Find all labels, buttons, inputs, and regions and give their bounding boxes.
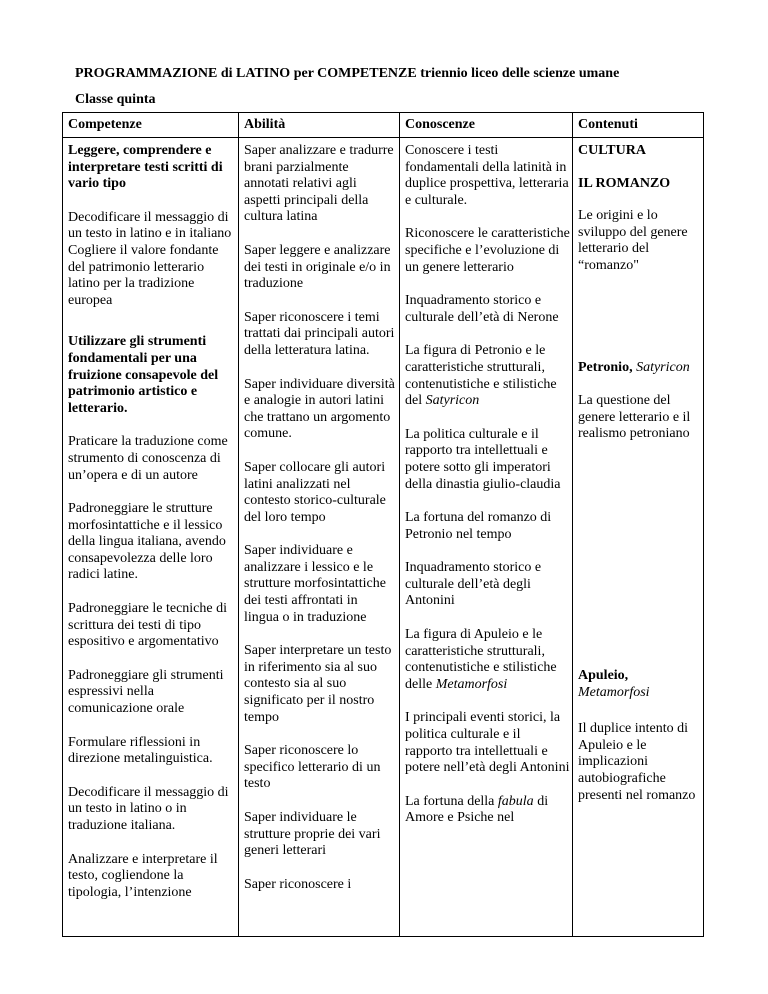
work-title: fabula bbox=[497, 793, 534, 809]
section-heading: IL ROMANZO bbox=[578, 175, 671, 191]
contenuto-author bbox=[578, 360, 702, 377]
conoscenza-item: I principali eventi storici, la politica culturale e il rapporto tra intellettuali e potere nell’età degli Antonini bbox=[405, 710, 570, 776]
author-name: Petronio, bbox=[578, 359, 633, 375]
conoscenza-item bbox=[405, 343, 571, 409]
column-divider bbox=[572, 113, 573, 936]
column-abilita bbox=[244, 143, 396, 893]
conoscenza-item bbox=[405, 627, 571, 693]
column-competenze bbox=[68, 143, 234, 901]
conoscenza-text: La fortuna della bbox=[405, 793, 495, 809]
competenza-item: Padroneggiare le tecniche di scrittura dei testi di tipo espositivo e argomentativo bbox=[68, 601, 227, 650]
conoscenza-item bbox=[405, 794, 571, 827]
contenuto-item: Le origini e lo sviluppo del genere letterario del “romanzo" bbox=[578, 208, 688, 273]
column-conoscenze bbox=[405, 143, 571, 827]
abilita-item: Saper analizzare e tradurre brani parzialmente annotati relativi agli aspetti principali della cultura latina bbox=[244, 143, 394, 225]
abilita-item: Saper riconoscere i temi trattati dai principali autori della letteratura latina. bbox=[244, 309, 395, 358]
header-conoscenze: Conoscenze bbox=[405, 117, 475, 132]
competenza-item: Decodificare il messaggio di un testo in latino o in traduzione italiana. bbox=[68, 784, 229, 833]
conoscenza-item: Inquadramento storico e culturale dell’età di Nerone bbox=[405, 293, 559, 325]
competenza-item: Formulare riflessioni in direzione metalinguistica. bbox=[68, 734, 213, 767]
author-name: Apuleio, bbox=[578, 667, 629, 683]
competenza-item: Padroneggiare le strutture morfosintattiche e il lessico della lingua italiana, avendo consapevolezza delle loro radici latine. bbox=[68, 501, 226, 583]
conoscenza-item: La politica culturale e il rapporto tra intellettuali e potere sotto gli imperatori della dinastia giulio-claudia bbox=[405, 426, 561, 492]
work-title: Satyricon bbox=[636, 359, 690, 375]
competenza-item: Utilizzare gli strumenti fondamentali per una fruizione consapevole del patrimonio artistico e letterario. bbox=[68, 334, 219, 416]
conoscenza-item: Riconoscere le caratteristiche specifiche e l’evoluzione di un genere letterario bbox=[405, 226, 570, 275]
competenza-item: Padroneggiare gli strumenti espressivi nella comunicazione orale bbox=[68, 667, 224, 717]
competenza-item: Leggere, comprendere e interpretare testi scritti di vario tipo bbox=[68, 143, 223, 192]
abilita-item: Saper individuare diversità e analogie in autori latini che trattano un argomento comune. bbox=[244, 376, 395, 442]
column-contenuti bbox=[578, 143, 702, 804]
column-divider bbox=[238, 113, 239, 936]
abilita-item: Saper collocare gli autori latini analizzati nel contesto storico-culturale del loro tempo bbox=[244, 459, 386, 525]
work-title: Metamorfosi bbox=[578, 684, 650, 700]
document-title: PROGRAMMAZIONE di LATINO per COMPETENZE triennio liceo delle scienze umane bbox=[75, 66, 620, 81]
document-subtitle: Classe quinta bbox=[75, 92, 156, 107]
abilita-item: Saper riconoscere lo specifico letterario di un testo bbox=[244, 743, 381, 792]
conoscenza-text: La figura di Apuleio e le caratteristiche strutturali, contenutistiche e stilistiche delle bbox=[405, 627, 557, 692]
conoscenza-text: La figura di Petronio e le caratteristiche strutturali, contenutistiche e stilistiche del bbox=[405, 343, 557, 409]
header-competenze: Competenze bbox=[68, 117, 142, 132]
contenuto-item: La questione del genere letterario e il realismo petroniano bbox=[578, 393, 691, 442]
contenuto-item: Il duplice intento di Apuleio e le implicazioni autobiografiche presenti nel romanzo bbox=[578, 721, 696, 803]
abilita-item: Saper riconoscere i bbox=[244, 876, 352, 892]
header-contenuti: Contenuti bbox=[578, 117, 638, 132]
competenza-item: Cogliere il valore fondante del patrimonio letterario latino per la tradizione europea bbox=[68, 242, 219, 308]
abilita-item: Saper individuare le strutture proprie dei vari generi letterari bbox=[244, 810, 381, 859]
conoscenza-item: Conoscere i testi fondamentali della latinità in duplice prospettiva, letteraria e culturale. bbox=[405, 143, 569, 208]
section-heading: CULTURA bbox=[578, 143, 646, 158]
programme-table bbox=[62, 112, 704, 937]
competenza-item: Decodificare il messaggio di un testo in latino e in italiano bbox=[68, 209, 232, 242]
header-abilita: Abilità bbox=[244, 117, 286, 132]
conoscenza-item: La fortuna del romanzo di Petronio nel tempo bbox=[405, 510, 552, 542]
work-title: Satyricon bbox=[425, 393, 480, 409]
contenuto-author bbox=[578, 668, 702, 701]
conoscenza-text: di Amore e Psiche nel bbox=[405, 793, 549, 826]
abilita-item: Saper interpretare un testo in riferimento sia al suo contesto sia al suo significato per il nostro tempo bbox=[244, 643, 392, 725]
abilita-item: Saper individuare e analizzare i lessico e le strutture morfosintattiche dei testi affrontati in lingua o in traduzione bbox=[244, 543, 386, 625]
column-divider bbox=[399, 113, 400, 936]
competenza-item: Praticare la traduzione come strumento di conoscenza di un’opera e di un autore bbox=[68, 434, 228, 483]
work-title: Metamorfosi bbox=[435, 676, 508, 692]
conoscenza-item: Inquadramento storico e culturale dell’età degli Antonini bbox=[405, 560, 542, 609]
competenza-item: Analizzare e interpretare il testo, cogliendone la tipologia, l’intenzione bbox=[68, 851, 218, 900]
abilita-item: Saper leggere e analizzare dei testi in originale e/o in traduzione bbox=[244, 242, 391, 292]
